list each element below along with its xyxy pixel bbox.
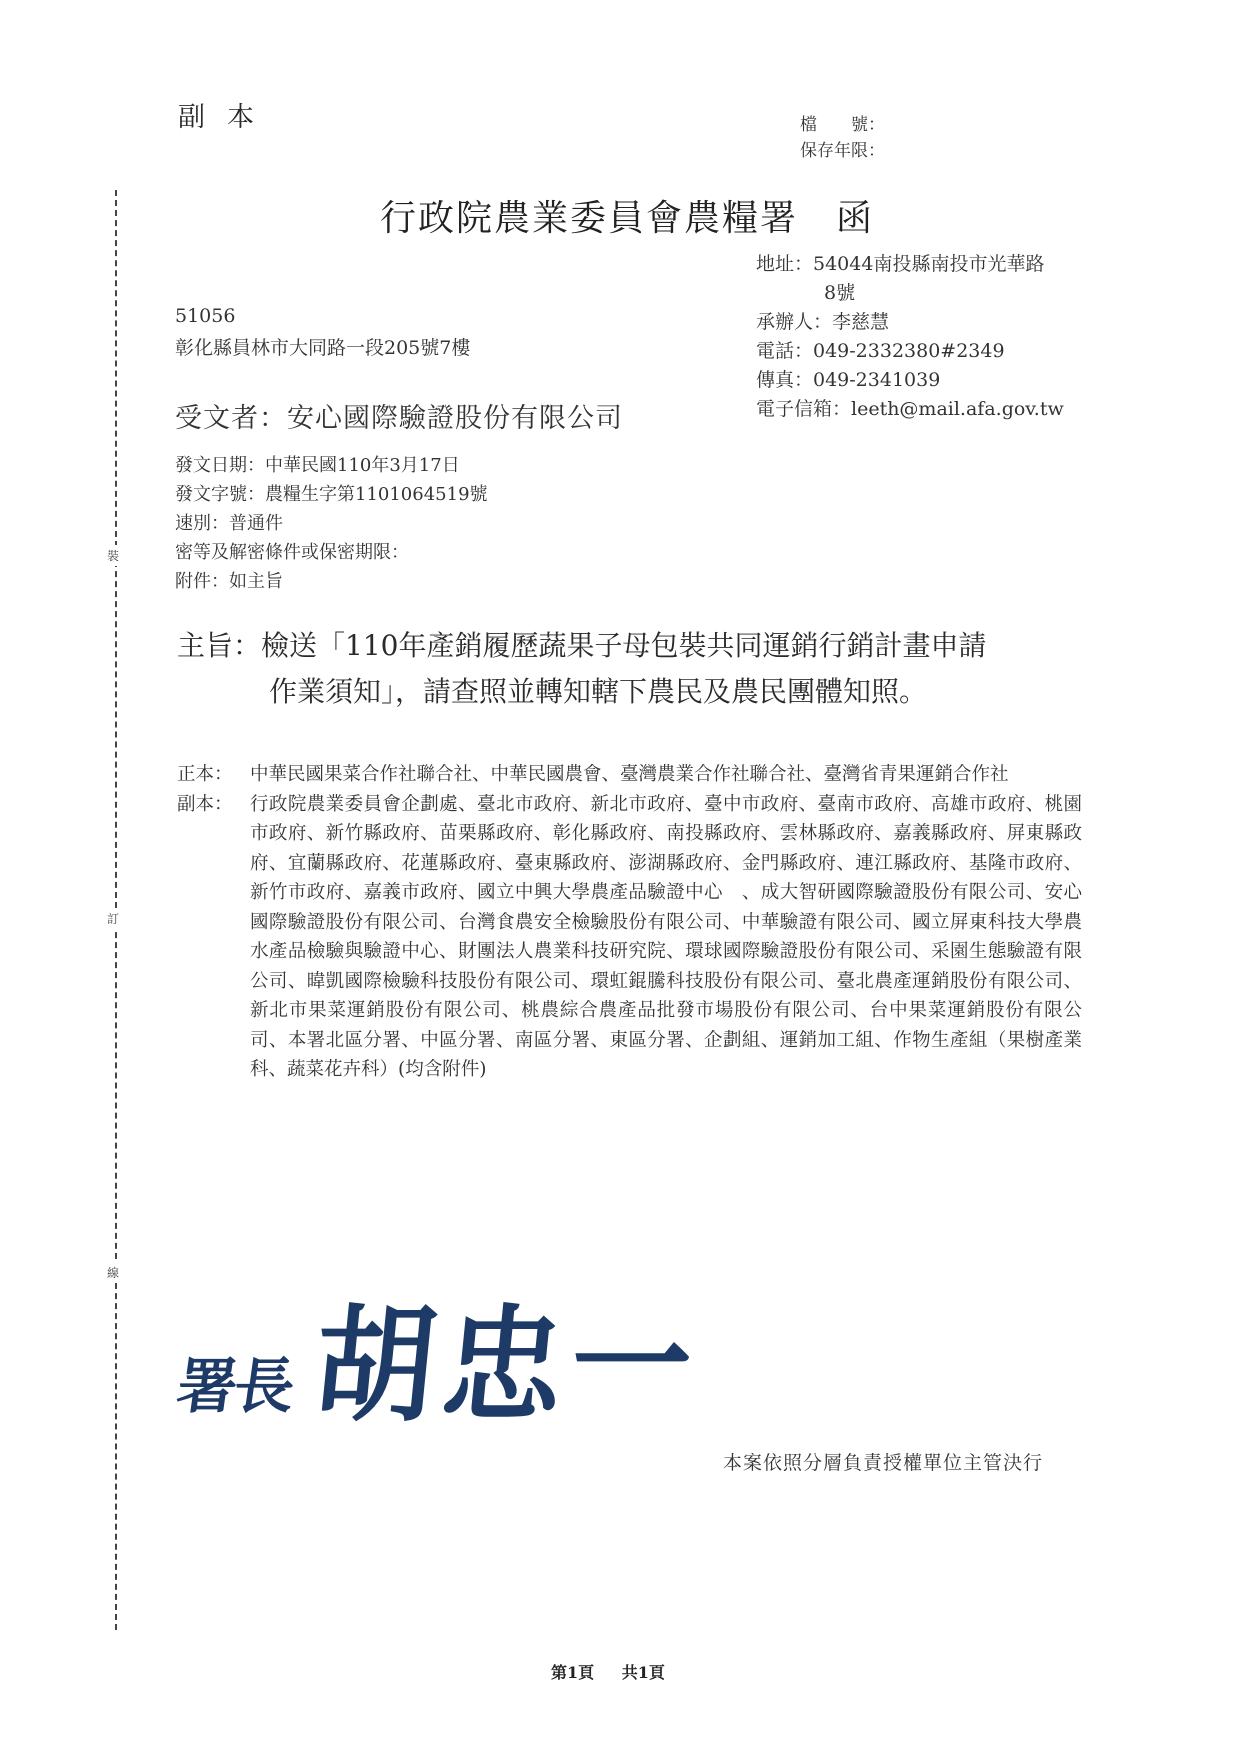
subject-line1: 主旨：檢送「110年產銷履歷蔬果子母包裝共同運銷行銷計畫申請 — [177, 629, 987, 662]
retention-label: 保存年限： — [800, 141, 885, 161]
distribution — [177, 760, 1082, 1085]
page-total: 共1頁 — [621, 1663, 665, 1682]
handler: 承辦人：李慈慧 — [756, 311, 890, 333]
copy-label: 副本： — [177, 793, 233, 815]
address-line1: 地址：54044南投縣南投市光華路 — [756, 253, 1045, 275]
original-text: 中華民國果菜合作社聯合社、中華民國農會、臺灣農業合作社聯合社、臺灣省青果運銷合作社 — [250, 764, 1009, 785]
attachment: 附件：如主旨 — [175, 571, 283, 592]
binding-mark: 線 — [107, 1262, 119, 1283]
page-current: 第1頁 — [551, 1663, 595, 1682]
address-line2: 8號 — [824, 282, 856, 304]
file-number-label: 檔 號： — [800, 115, 885, 135]
postal-code: 51056 — [175, 305, 236, 327]
original-recipients — [177, 760, 1082, 790]
fax: 傳真：049-2341039 — [756, 369, 941, 391]
recipient-address — [175, 300, 470, 364]
binding-mark: 訂 — [107, 908, 119, 929]
original-label: 正本： — [177, 764, 233, 785]
signature-title: 署長 — [172, 1352, 297, 1422]
authorization-note: 本案依照分層負責授權單位主管決行 — [723, 1452, 1044, 1474]
copy-text: 行政院農業委員會企劃處、臺北市政府、新北市政府、臺中市政府、臺南市政府、高雄市政府、桃園市政府、新竹縣政府、苗栗縣政府、彰化縣政府、南投縣政府、雲林縣政府、嘉義縣政府、屏東縣政府、宜蘭縣政府、花蓮縣政府、臺東縣政府、澎湖縣政府、金門縣政府、連江縣政府、基隆市政府、新竹市政府、嘉義市政府、國立中興大學農產品驗證中心 、成大智研國際驗證股份有限公司、安心國際驗證股份有限公司、台灣食農安全檢驗股份有限公司、中華驗證有限公司、國立屏東科技大學農水產品檢驗與驗證中心、財團法人農業科技研究院、環球國際驗證股份有限公司、采園生態驗證有限公司、暐凱國際檢驗科技股份有限公司、環虹錕騰科技股份有限公司、臺北農產運銷股份有限公司、新北市果菜運銷股份有限公司、桃農綜合農產品批發市場股份有限公司、台中果菜運銷股份有限公司、本署北區分署、中區分署、南區分署、東區分署、企劃組、運銷加工組、作物生產組（果樹產業科、蔬菜花卉科）(均含附件) — [250, 793, 1082, 1080]
copy-mark: 副本 — [178, 102, 276, 133]
street-address: 彰化縣員林市大同路一段205號7樓 — [175, 337, 471, 359]
signature — [172, 1270, 707, 1440]
signature-name: 胡忠一 — [307, 1294, 707, 1440]
subject — [177, 623, 1117, 715]
speed: 速別：普通件 — [175, 513, 283, 534]
binding-mark: 裝 — [107, 545, 119, 566]
subject-line2: 作業須知」，請查照並轉知轄下農民及農民團體知照。 — [269, 675, 928, 708]
page-number — [551, 1660, 665, 1683]
issue-date: 發文日期：中華民國110年3月17日 — [175, 455, 460, 476]
file-meta — [800, 112, 885, 164]
document-number: 發文字號：農糧生字第1101064519號 — [175, 484, 488, 505]
document-meta — [175, 451, 488, 596]
phone: 電話：049-2332380#2349 — [756, 340, 1005, 362]
agency-title: 行政院農業委員會農糧署 函 — [380, 198, 875, 239]
email: 電子信箱：leeth@mail.afa.gov.tw — [756, 398, 1064, 420]
copy-recipients — [177, 790, 1082, 1085]
secrecy: 密等及解密條件或保密期限： — [175, 542, 409, 563]
contact-block — [756, 250, 1064, 424]
recipient: 受文者：安心國際驗證股份有限公司 — [175, 403, 623, 434]
